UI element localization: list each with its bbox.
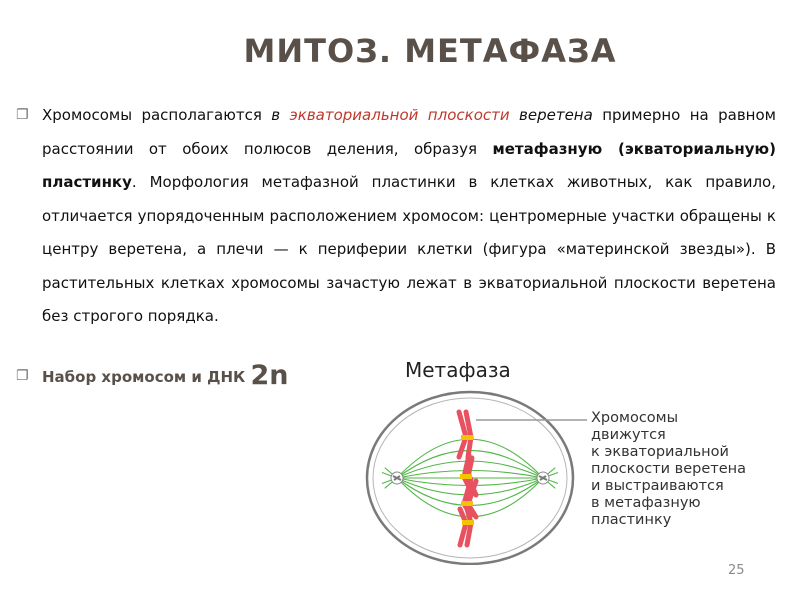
chromosome-4 <box>460 509 471 545</box>
slide-body <box>14 99 776 334</box>
para1-equatorial-plane: экваториальной плоскости <box>289 106 510 124</box>
paragraph-chromosome-set <box>14 361 289 392</box>
pole-left <box>391 472 403 484</box>
centromere-3 <box>461 501 473 506</box>
para1-part7: . Морфология метафазной пластинки в клетках животных, как правило, отличается упорядоченным расположением хромосом: центромерные участки обращены к центру веретена, а плечи — к периферии клетки (фигура «материнской звезды»). В растительных клетках хромосомы зачастую лежат в экваториальной плоскости веретена без строгого порядка. <box>42 173 776 325</box>
caption-line-1: Хромосомы <box>591 410 679 426</box>
caption-line-7: пластинку <box>591 512 672 528</box>
caption-line-6: в метафазную <box>591 495 701 511</box>
centromere-4 <box>462 520 474 525</box>
para1-part4: веретена <box>509 106 593 124</box>
figure-caption <box>591 410 746 528</box>
para1-part5: примерно на равном расстоянии от обоих полюсов деления, образуя <box>42 106 776 158</box>
square-bullet-icon: ❐ <box>16 107 29 123</box>
pole-right <box>537 472 549 484</box>
square-bullet-icon-2: ❐ <box>16 368 29 384</box>
centromere-2 <box>460 474 472 479</box>
caption-line-5: и выстраиваются <box>591 478 724 494</box>
para2-formula: 2n <box>250 360 289 391</box>
figure-title: Метафаза <box>405 358 511 382</box>
para2-text: Набор хромосом и ДНК <box>42 368 251 386</box>
slide-number: 25 <box>728 563 745 578</box>
centromere-1 <box>461 435 473 440</box>
metaphase-diagram <box>355 355 785 565</box>
paragraph-metaphase <box>14 99 776 334</box>
caption-line-2: движутся <box>591 427 666 443</box>
para1-metaphase-plate: метафазную (экваториальную) пластинку <box>42 139 776 191</box>
para1-part2: в <box>271 106 290 124</box>
caption-line-4: плоскости веретена <box>591 461 746 477</box>
metaphase-figure <box>355 355 785 565</box>
slide-title: МИТОЗ. МЕТАФАЗА <box>243 32 617 70</box>
para1-part1: Хромосомы располагаются <box>42 106 272 124</box>
caption-line-3: к экваториальной <box>591 444 729 460</box>
